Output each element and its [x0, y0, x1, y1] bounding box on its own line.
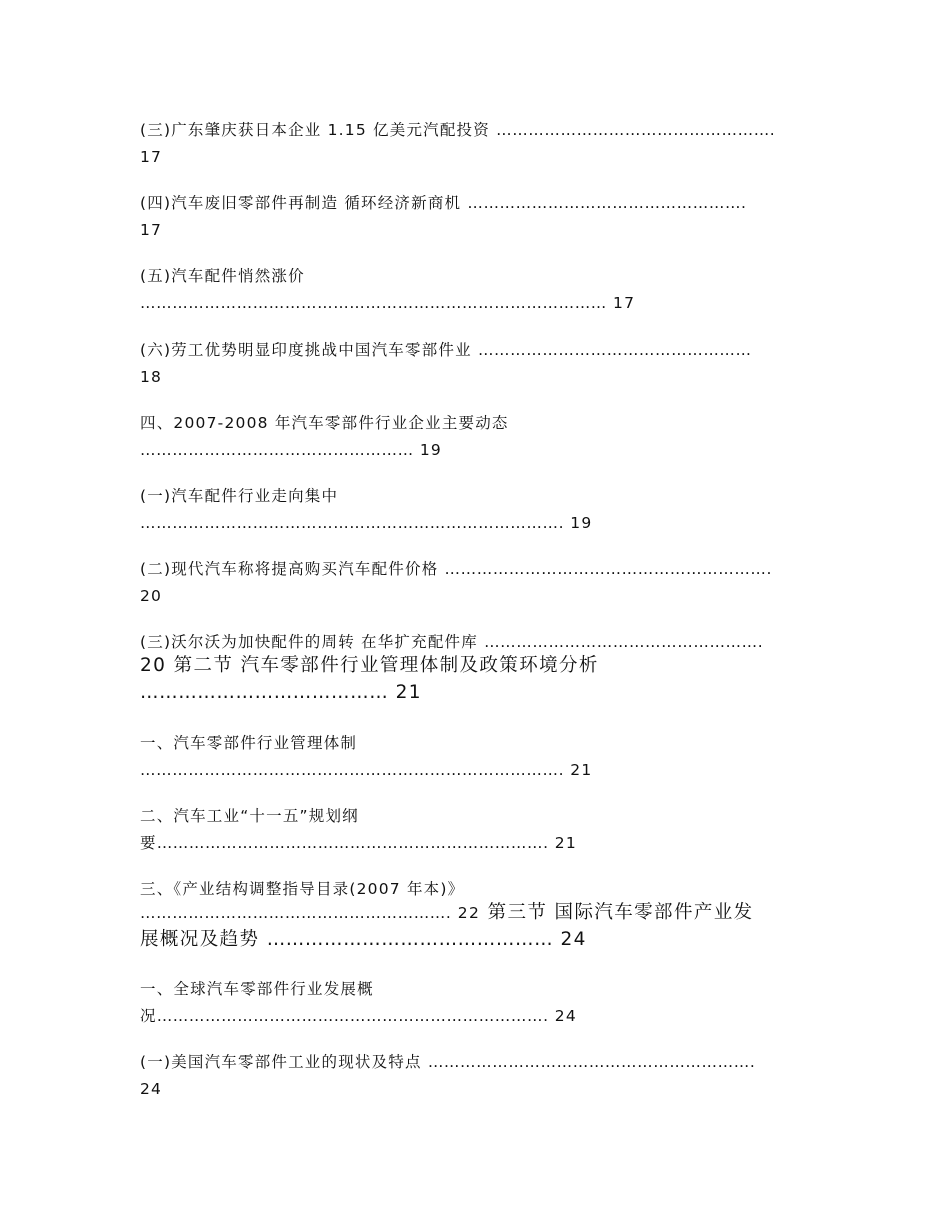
toc-leader-dots: ……………………………………………: [477, 341, 752, 359]
toc-entry-title: 四、2007-2008 年汽车零部件行业企业主要动态: [140, 414, 509, 432]
toc-leader-dots: …………………………………: [140, 682, 389, 703]
toc-page-number: 19: [564, 514, 593, 532]
toc-section-title: 第三节 国际汽车零部件产业发: [480, 902, 754, 923]
toc-leader-dots: ……………………………………………: [140, 441, 414, 459]
toc-entry-title: (一)汽车配件行业走向集中: [140, 487, 339, 505]
toc-page-number: 18: [140, 368, 163, 386]
toc-page-number: 21: [548, 834, 577, 852]
toc-entry-leader: [140, 760, 592, 780]
toc-entry-leader: [140, 293, 635, 313]
toc-leader-dots: …………………………………………………….: [427, 1053, 756, 1071]
toc-entry: [140, 340, 752, 360]
toc-section-leader: [140, 930, 587, 950]
toc-entry-title-cont: 要: [140, 834, 157, 852]
toc-entry-title: (三)沃尔沃为加快配件的周转 在华扩充配件库: [140, 633, 485, 651]
toc-page-number: 24: [548, 1007, 577, 1025]
toc-entry-title: (三)广东肇庆获日本企业 1.15 亿美元汽配投资: [140, 121, 497, 139]
toc-entry-title: (四)汽车废旧零部件再制造 循环经济新商机: [140, 194, 468, 212]
toc-leader-dots: …………………………………………………….: [444, 560, 773, 578]
toc-page-number: 17: [140, 221, 163, 239]
toc-entry-leader: [140, 513, 592, 533]
toc-section-heading: [140, 656, 599, 676]
toc-page-number: 21: [564, 761, 593, 779]
toc-entry-title-cont: 况: [140, 1007, 157, 1025]
toc-entry-title: (二)现代汽车称将提高购买汽车配件价格: [140, 560, 445, 578]
toc-leader-dots: ……………………………………………………………….: [156, 1007, 549, 1025]
toc-leader-dots: ………………………………………: [266, 929, 554, 950]
toc-section-title-cont: 展概况及趋势: [140, 929, 267, 950]
toc-page-number: 24: [140, 1080, 163, 1098]
toc-page-number: 19: [413, 441, 442, 459]
toc-entry-title: (一)美国汽车零部件工业的现状及特点: [140, 1053, 428, 1071]
toc-entry-title: (五)汽车配件悄然涨价: [140, 267, 305, 285]
toc-leader-dots: ……………………………………………………………………………: [140, 294, 607, 312]
toc-entry-leader: [140, 833, 577, 853]
toc-entry-leader: [140, 1006, 577, 1026]
toc-leader-dots: ……………………………………………………………….: [156, 834, 549, 852]
toc-leader-dots: …………………………………………….: [496, 121, 776, 139]
toc-entry-leader: [140, 440, 442, 460]
toc-leader-dots: …………………………………………….: [467, 194, 747, 212]
toc-entry: [140, 1052, 755, 1072]
toc-leader-dots: …………………………………………………………………….: [140, 514, 565, 532]
toc-entry: [140, 120, 775, 140]
toc-page-number: 20: [140, 587, 163, 605]
toc-page-number: 17: [140, 148, 163, 166]
toc-leader-dots: …………………………………………………………………….: [140, 761, 565, 779]
toc-entry-title: 一、汽车零部件行业管理体制: [140, 734, 358, 752]
toc-page-number: 17: [606, 294, 636, 312]
toc-entry: [140, 559, 772, 579]
toc-entry: [140, 193, 747, 213]
toc-entry-title: 三、《产业结构调整指导目录(2007 年本)》: [140, 880, 465, 898]
toc-page-number: 21: [388, 682, 422, 703]
toc-entry-title: (六)劳工优势明显印度挑战中国汽车零部件业: [140, 341, 478, 359]
toc-section-title: 第二节 汽车零部件行业管理体制及政策环境分析: [166, 655, 599, 676]
toc-leader-dots: ………………………………………………….: [140, 904, 452, 922]
toc-entry-title: 二、汽车工业“十一五”规划纲: [140, 807, 359, 825]
toc-leader-dots: …………………………………………….: [484, 633, 764, 651]
toc-section-leader: [140, 683, 422, 703]
toc-entry-leader: [140, 903, 754, 923]
toc-page-number: 24: [553, 929, 587, 950]
toc-page-number: 20: [140, 655, 167, 676]
toc-page-number: 22: [451, 904, 481, 922]
toc-entry: [140, 632, 763, 652]
toc-entry-title: 一、全球汽车零部件行业发展概: [140, 980, 374, 998]
